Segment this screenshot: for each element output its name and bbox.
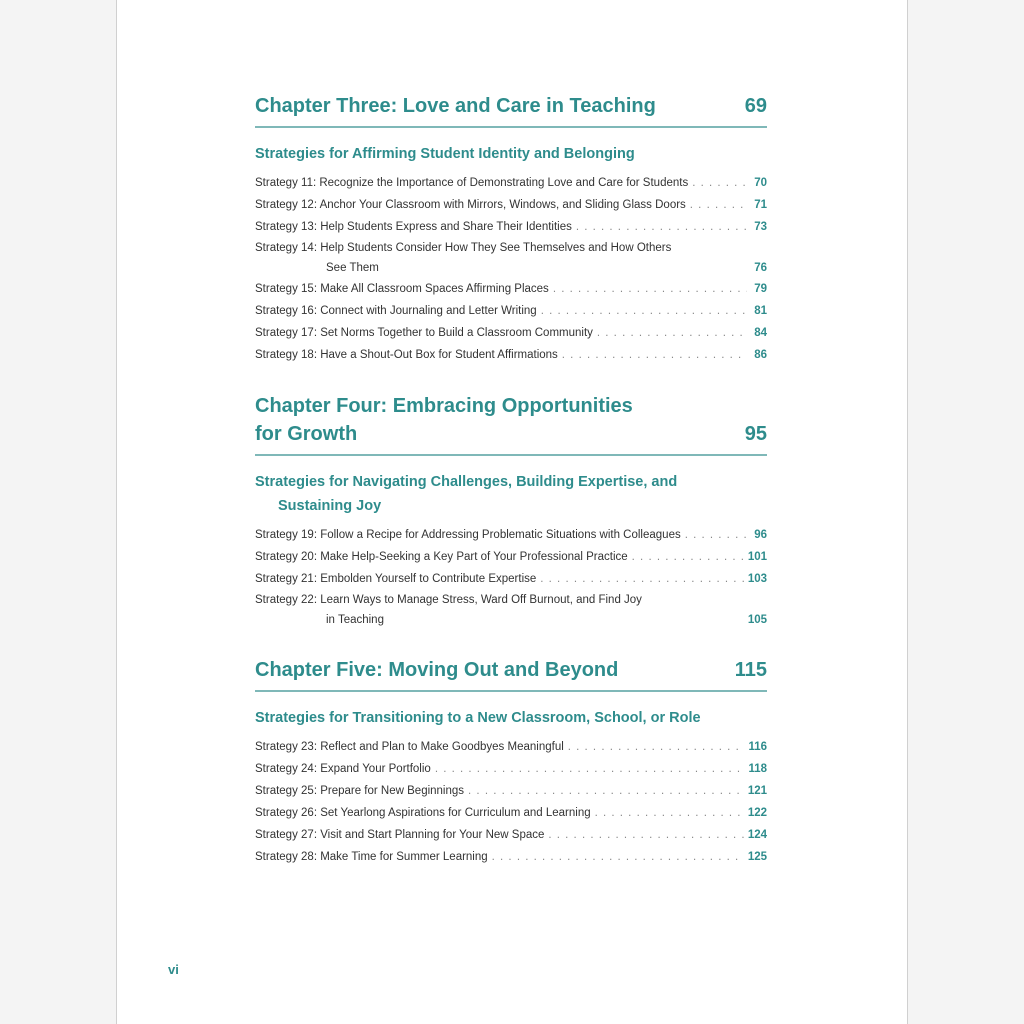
leader-dots xyxy=(595,802,744,824)
entry-label: Strategy 14: Help Students Consider How They See Themselves and How Others xyxy=(255,242,672,254)
table-of-contents xyxy=(255,92,767,894)
section-subhead: Strategies for Affirming Student Identity and Belonging xyxy=(255,146,635,162)
toc-entry xyxy=(255,758,767,780)
toc-entry xyxy=(255,802,767,824)
entry-page: 73 xyxy=(754,221,767,233)
entry-page: 84 xyxy=(754,327,767,339)
toc-entry xyxy=(255,322,767,344)
entry-label: Strategy 19: Follow a Recipe for Addressing Problematic Situations with Colleagues xyxy=(255,529,681,541)
subhead-line: Strategies for Navigating Challenges, Building Expertise, and xyxy=(255,474,678,490)
entry-label-continued: See Them xyxy=(326,262,379,274)
entry-label: Strategy 13: Help Students Express and Share Their Identities xyxy=(255,221,572,233)
entry-label: Strategy 16: Connect with Journaling and Letter Writing xyxy=(255,305,537,317)
toc-entry xyxy=(255,300,767,322)
chapter-heading xyxy=(255,92,767,128)
entry-label: Strategy 20: Make Help-Seeking a Key Part of Your Professional Practice xyxy=(255,551,628,563)
toc-entry xyxy=(255,278,767,300)
entry-page: 79 xyxy=(754,283,767,295)
chapter-five-section xyxy=(255,656,767,868)
leader-dots xyxy=(562,344,747,366)
entry-page: 124 xyxy=(747,829,767,841)
entry-page: 76 xyxy=(754,262,767,274)
book-page xyxy=(116,0,908,1024)
chapter-page-number: 115 xyxy=(734,659,767,681)
section-subhead: Strategies for Transitioning to a New Classroom, School, or Role xyxy=(255,710,701,726)
toc-entry xyxy=(255,216,767,238)
entry-label: Strategy 18: Have a Shout-Out Box for Student Affirmations xyxy=(255,349,558,361)
toc-entry xyxy=(255,238,767,278)
subhead-line-continued: Sustaining Joy xyxy=(278,498,382,514)
leader-dots xyxy=(692,172,747,194)
toc-entry xyxy=(255,172,767,194)
toc-entry xyxy=(255,736,767,758)
entry-label: Strategy 28: Make Time for Summer Learning xyxy=(255,851,488,863)
entry-page: 122 xyxy=(747,807,767,819)
toc-entry xyxy=(255,194,767,216)
entry-page: 70 xyxy=(754,177,767,189)
leader-dots xyxy=(541,300,747,322)
leader-dots xyxy=(685,524,747,546)
toc-entry xyxy=(255,780,767,802)
entry-page: 101 xyxy=(747,551,767,563)
entry-label: Strategy 12: Anchor Your Classroom with Mirrors, Windows, and Sliding Glass Doors xyxy=(255,199,686,211)
toc-entry xyxy=(255,524,767,546)
chapter-title: Chapter Four: Embracing Opportunities xyxy=(255,395,633,417)
leader-dots xyxy=(632,546,744,568)
leader-dots xyxy=(468,780,744,802)
toc-entry xyxy=(255,344,767,366)
toc-entry xyxy=(255,590,767,630)
entry-page: 71 xyxy=(754,199,767,211)
entry-page: 116 xyxy=(748,741,767,753)
entry-page: 125 xyxy=(747,851,767,863)
leader-dots xyxy=(492,846,744,868)
entry-label: Strategy 25: Prepare for New Beginnings xyxy=(255,785,465,797)
leader-dots xyxy=(548,824,743,846)
entry-label: Strategy 21: Embolden Yourself to Contribute Expertise xyxy=(255,573,537,585)
section-subhead xyxy=(255,470,767,518)
entry-label: Strategy 23: Reflect and Plan to Make Goodbyes Meaningful xyxy=(255,741,564,753)
entry-label: Strategy 22: Learn Ways to Manage Stress, Ward Off Burnout, and Find Joy xyxy=(255,594,642,606)
toc-entry xyxy=(255,824,767,846)
chapter-page-number: 69 xyxy=(744,95,767,117)
entry-page: 105 xyxy=(747,614,767,626)
toc-entry xyxy=(255,846,767,868)
chapter-page-number: 95 xyxy=(744,423,767,445)
entry-label: Strategy 15: Make All Classroom Spaces Affirming Places xyxy=(255,283,549,295)
leader-dots xyxy=(690,194,747,216)
chapter-three-section xyxy=(255,92,767,366)
leader-dots xyxy=(568,736,745,758)
chapter-title: Chapter Three: Love and Care in Teaching xyxy=(255,95,656,117)
leader-dots xyxy=(597,322,747,344)
toc-entry xyxy=(255,568,767,590)
chapter-heading xyxy=(255,392,767,456)
page-folio: vi xyxy=(168,962,179,977)
entry-label: Strategy 26: Set Yearlong Aspirations for Curriculum and Learning xyxy=(255,807,591,819)
entry-page: 96 xyxy=(754,529,767,541)
entry-page: 118 xyxy=(748,763,767,775)
chapter-four-section xyxy=(255,392,767,630)
chapter-title-continued: for Growth xyxy=(255,423,358,445)
entry-label-continued: in Teaching xyxy=(326,614,384,626)
entry-label: Strategy 17: Set Norms Together to Build a Classroom Community xyxy=(255,327,593,339)
entry-label: Strategy 24: Expand Your Portfolio xyxy=(255,763,431,775)
toc-entry xyxy=(255,546,767,568)
leader-dots xyxy=(576,216,747,238)
chapter-title: Chapter Five: Moving Out and Beyond xyxy=(255,659,619,681)
chapter-heading xyxy=(255,656,767,692)
entry-label: Strategy 27: Visit and Start Planning for Your New Space xyxy=(255,829,545,841)
entry-page: 103 xyxy=(747,573,767,585)
leader-dots xyxy=(540,568,744,590)
leader-dots xyxy=(553,278,747,300)
entry-page: 121 xyxy=(747,785,767,797)
entry-label: Strategy 11: Recognize the Importance of Demonstrating Love and Care for Students xyxy=(255,177,689,189)
leader-dots xyxy=(435,758,745,780)
entry-page: 81 xyxy=(754,305,767,317)
entry-page: 86 xyxy=(754,349,767,361)
